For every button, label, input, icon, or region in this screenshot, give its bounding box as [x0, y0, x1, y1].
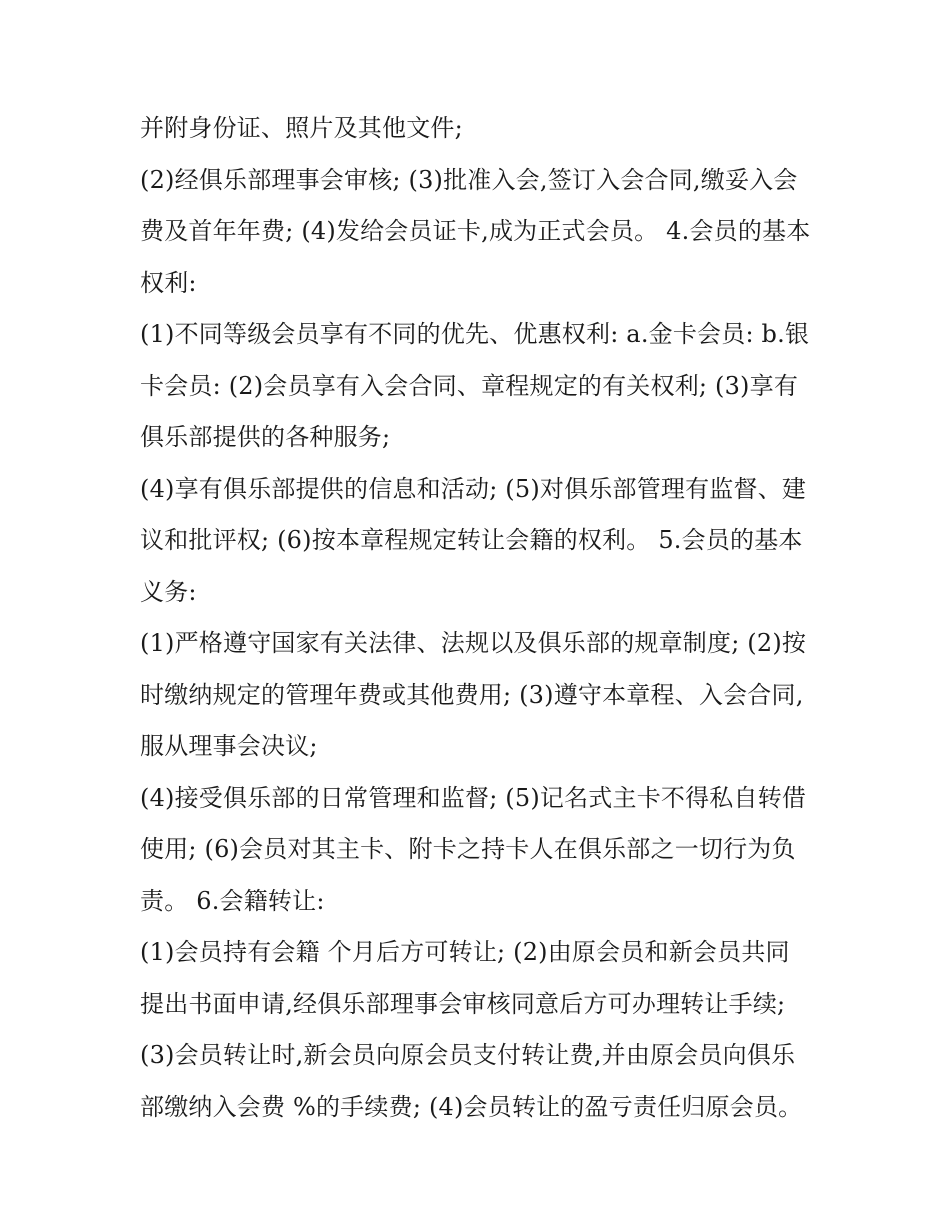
text-line: 议和批评权; (6)按本章程规定转让会籍的权利。 5.会员的基本 — [140, 526, 803, 554]
text-line: 使用; (6)会员对其主卡、附卡之持卡人在俱乐部之一切行为负 — [140, 835, 796, 863]
text-line: (4)接受俱乐部的日常管理和监督; (5)记名式主卡不得私自转借 — [140, 783, 807, 812]
text-line: (1)严格遵守国家有关法律、法规以及俱乐部的规章制度; (2)按 — [140, 629, 807, 657]
text-line: 俱乐部提供的各种服务; — [140, 423, 391, 451]
text-line: 权利: — [140, 268, 197, 297]
text-line: 卡会员: (2)会员享有入会合同、章程规定的有关权利; (3)享有 — [140, 371, 799, 400]
text-line: 提出书面申请,经俱乐部理事会审核同意后方可办理转让手续; — [140, 989, 786, 1018]
text-line: 并附身份证、照片及其他文件; — [140, 114, 463, 142]
text-line: 责。 6.会籍转让: — [140, 886, 325, 915]
text-line: 义务: — [140, 577, 197, 606]
text-line: (1)不同等级会员享有不同的优先、优惠权利: a.金卡会员: b.银 — [140, 320, 810, 348]
text-line: 费及首年年费; (4)发给会员证卡,成为正式会员。 4.会员的基本 — [140, 217, 811, 245]
text-line: (2)经俱乐部理事会审核; (3)批准入会,签订入会合同,缴妥入会 — [140, 165, 798, 194]
text-line: 时缴纳规定的管理年费或其他费用; (3)遵守本章程、入会合同, — [140, 680, 804, 709]
text-line: (3)会员转让时,新会员向原会员支付转让费,并由原会员向俱乐 — [140, 1041, 796, 1069]
text-line: (1)会员持有会籍 个月后方可转让; (2)由原会员和新会员共同 — [140, 938, 790, 966]
text-line: (4)享有俱乐部提供的信息和活动; (5)对俱乐部管理有监督、建 — [140, 474, 807, 503]
text-line: 服从理事会决议; — [140, 732, 318, 760]
text-line: 部缴纳入会费 %的手续费; (4)会员转让的盈亏责任归原会员。 — [140, 1092, 803, 1121]
document-body — [140, 103, 820, 1133]
